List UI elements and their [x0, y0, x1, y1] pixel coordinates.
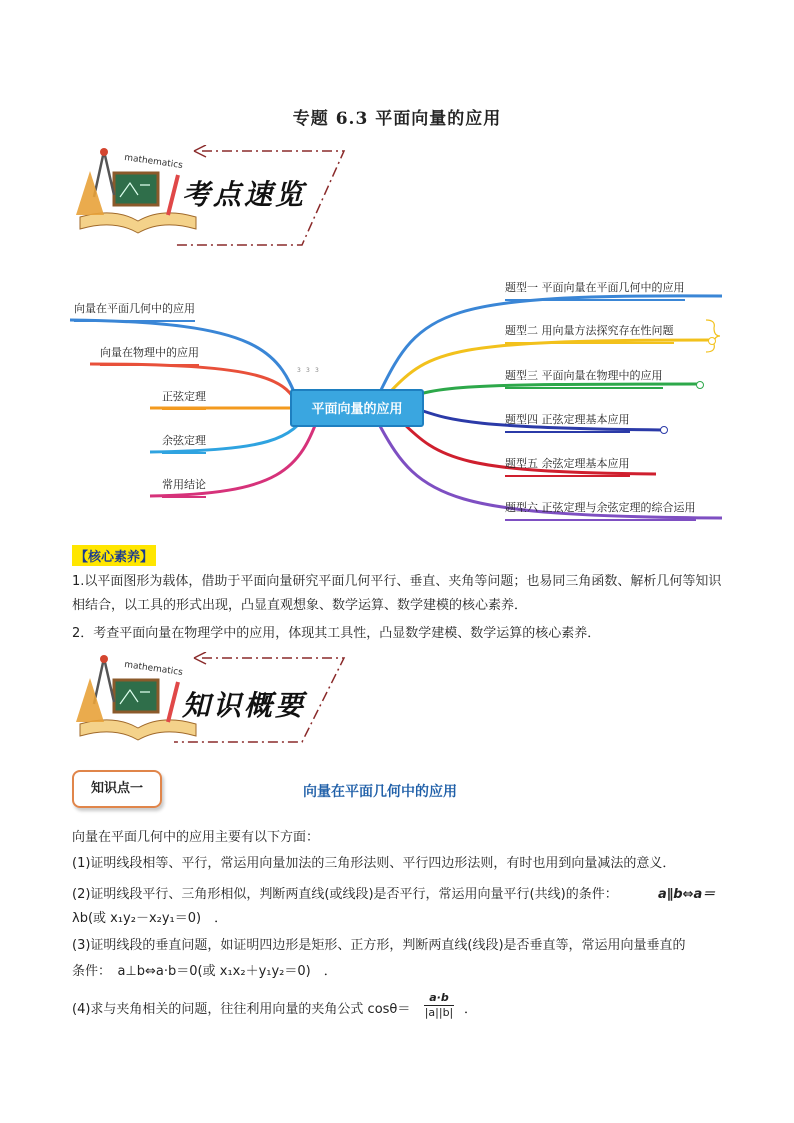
fraction-denominator: |a||b| [424, 1006, 454, 1019]
mindmap-right-item[interactable]: 题型五 余弦定理基本应用 [505, 455, 630, 477]
marker-value: 3 [315, 367, 319, 374]
knowledge-intro: 向量在平面几何中的应用主要有以下方面： [72, 830, 320, 845]
mindmap-right-item[interactable]: 题型一 平面向量在平面几何中的应用 [505, 279, 685, 301]
mindmap-right-item[interactable]: 题型二 用向量方法探究存在性问题 [505, 322, 674, 344]
knowledge-item-4: (4)求与夹角相关的问题，往往利用向量的夹角公式 cosθ＝ [72, 1002, 411, 1017]
marker-value: 3 [306, 367, 310, 374]
knowledge-item-2: (2)证明线段平行、三角形相似，判断两直线(或线段)是否平行，常运用向量平行(共线)的条件： [72, 887, 618, 902]
knowledge-point-heading: 向量在平面几何中的应用 [303, 784, 457, 800]
marker-value: 3 [297, 367, 301, 374]
core-item-2: 2．考查平面向量在物理学中的应用，体现其工具性，凸显数学建模、数学运算的核心素养． [72, 626, 601, 641]
mindmap-left-item[interactable]: 向量在物理中的应用 [100, 344, 199, 366]
knowledge-point-box: 知识点一 [72, 770, 162, 808]
mindmap-left-item[interactable]: 正弦定理 [162, 388, 206, 410]
mindmap-right-item[interactable]: 题型六 正弦定理与余弦定理的综合运用 [505, 499, 696, 521]
mindmap-left-item[interactable]: 余弦定理 [162, 432, 206, 454]
knowledge-item-4-end: ． [464, 1002, 478, 1017]
section-banner-overview [74, 145, 364, 257]
core-literacy-tag: 【核心素养】 [72, 545, 156, 566]
page-title: 专题 6.3 平面向量的应用 [292, 109, 502, 129]
knowledge-item-3-cont: 条件： a⊥b⇔a·b＝0(或 x₁x₂＋y₁y₂＝0) ． [72, 964, 337, 979]
mindmap-center-node[interactable]: 平面向量的应用 [290, 389, 424, 427]
core-item-1: 1.以平面图形为载体，借助于平面向量研究平面几何平行、垂直、夹角等问题；也易同三角函数、解析几何等知识相结合，以工具的形式出现，凸显直观想象、数学运算、数学建模的核心素养． [72, 574, 722, 613]
mindmap-left-item[interactable]: 常用结论 [162, 476, 206, 498]
mindmap-right-item[interactable]: 题型四 正弦定理基本应用 [505, 411, 630, 433]
fraction-numerator: a·b [429, 991, 449, 1004]
knowledge-item-3: (3)证明线段的垂直问题，如证明四边形是矩形、正方形，判断两直线(线段)是否垂直等，常运用向量垂直的 [72, 938, 686, 953]
section-banner-knowledge [74, 652, 364, 764]
knowledge-item-2-cont: λb(或 x₁y₂－x₂y₁＝0) ． [72, 911, 228, 926]
mindmap-right-item[interactable]: 题型三 平面向量在物理中的应用 [505, 367, 663, 389]
mindmap-left-item[interactable]: 向量在平面几何中的应用 [74, 300, 195, 322]
logo-word: mathematics [123, 659, 184, 679]
cos-fraction [424, 991, 454, 1020]
banner-heading: 知识概要 [182, 689, 307, 722]
formula-parallel: a∥b⇔a＝ [658, 887, 716, 902]
knowledge-item-1: (1)证明线段相等、平行，常运用向量加法的三角形法则、平行四边形法则，有时也用到向量减法的意义． [72, 856, 676, 871]
logo-word: mathematics [123, 152, 184, 172]
banner-heading: 考点速览 [182, 178, 307, 211]
